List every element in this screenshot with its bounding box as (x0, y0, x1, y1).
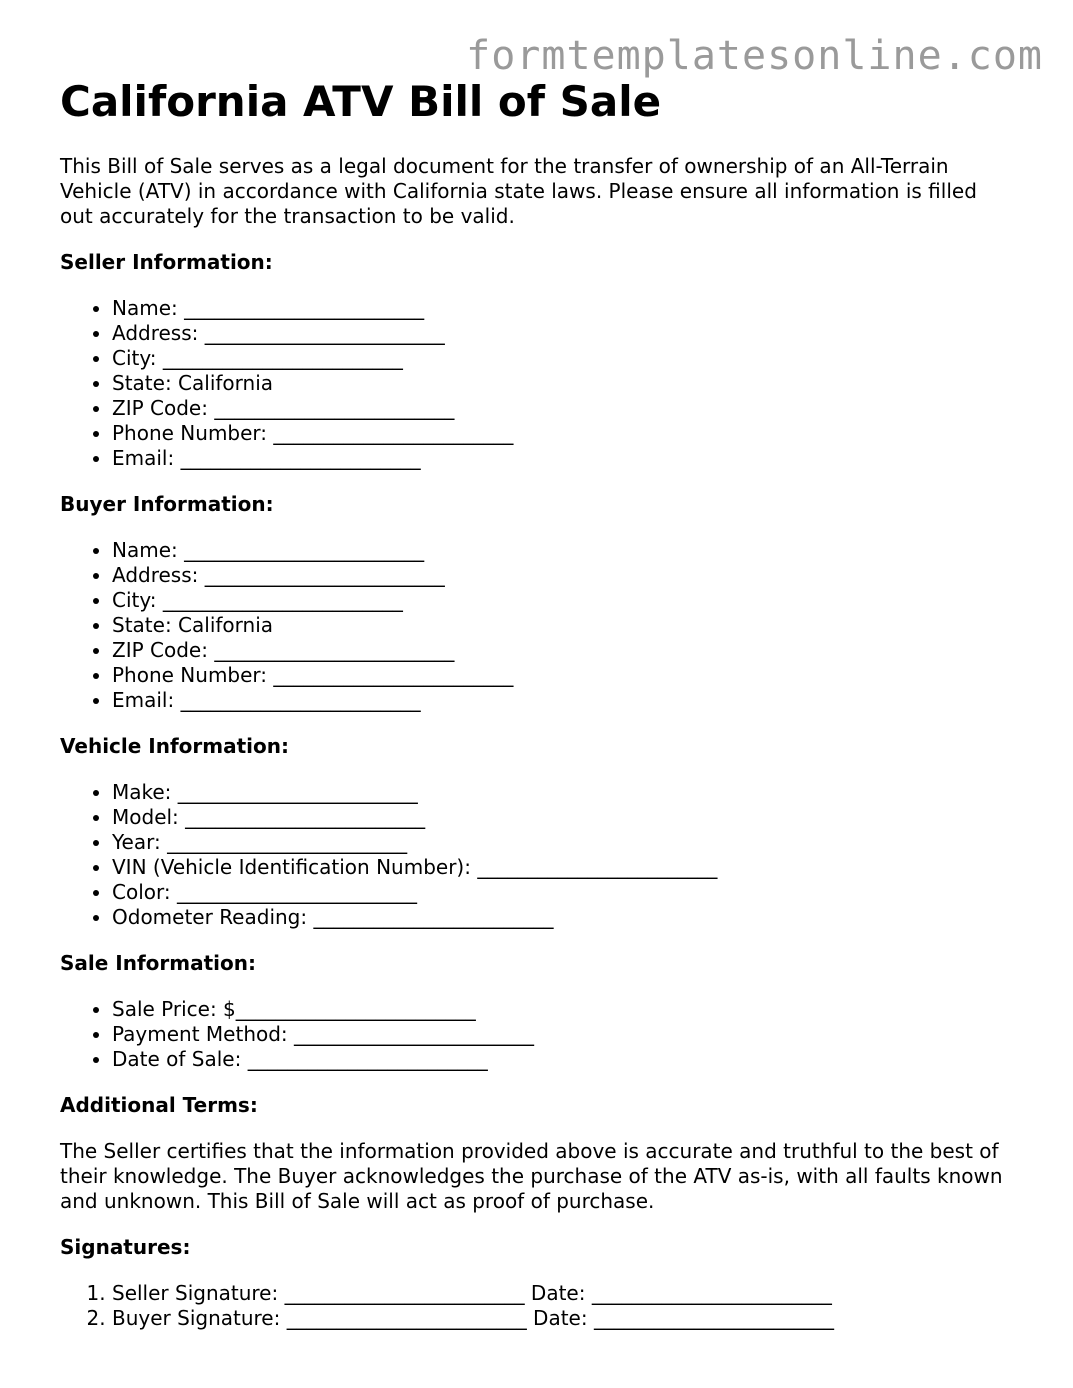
buyer-signature-line: 2. Buyer Signature: ________________________ Date: ________________________ (112, 1306, 1020, 1331)
seller-signature-line: 1. Seller Signature: ________________________ Date: ________________________ (112, 1281, 1020, 1306)
terms-heading: Additional Terms: (60, 1093, 258, 1117)
seller-heading: Seller Information: (60, 250, 273, 274)
buyer-heading: Buyer Information: (60, 492, 274, 516)
sale-list (60, 997, 1020, 1072)
sale-heading: Sale Information: (60, 951, 256, 975)
vehicle-model-field: • Model: ________________________ (112, 805, 1020, 830)
buyer-list (60, 538, 1020, 713)
seller-zip-field: • ZIP Code: ________________________ (112, 396, 1020, 421)
vehicle-heading: Vehicle Information: (60, 734, 289, 758)
signatures-list (60, 1281, 1020, 1331)
seller-state-field: • State: California (112, 371, 1020, 396)
page-title: California ATV Bill of Sale (60, 77, 662, 126)
vehicle-vin-field: • VIN (Vehicle Identification Number): ________________________ (112, 855, 1020, 880)
vehicle-list (60, 780, 1020, 930)
buyer-email-field: • Email: ________________________ (112, 688, 1020, 713)
intro-paragraph: This Bill of Sale serves as a legal document for the transfer of ownership of an All-Terrain Vehicle (ATV) in accordance with California state laws. Please ensure all information is filled out accurately for the transaction to be valid. (60, 154, 977, 228)
document-page (60, 76, 1020, 1331)
buyer-state-field: • State: California (112, 613, 1020, 638)
seller-address-field: • Address: ________________________ (112, 321, 1020, 346)
terms-paragraph: The Seller certifies that the information provided above is accurate and truthful to the best of their knowledge. The Buyer acknowledges the purchase of the ATV as-is, with all faults known and unknown. This Bill of Sale will act as proof of purchase. (60, 1139, 1003, 1213)
vehicle-year-field: • Year: ________________________ (112, 830, 1020, 855)
seller-name-field: • Name: ________________________ (112, 296, 1020, 321)
buyer-address-field: • Address: ________________________ (112, 563, 1020, 588)
vehicle-make-field: • Make: ________________________ (112, 780, 1020, 805)
signatures-heading: Signatures: (60, 1235, 191, 1259)
buyer-phone-field: • Phone Number: ________________________ (112, 663, 1020, 688)
seller-city-field: • City: ________________________ (112, 346, 1020, 371)
seller-email-field: • Email: ________________________ (112, 446, 1020, 471)
seller-phone-field: • Phone Number: ________________________ (112, 421, 1020, 446)
buyer-name-field: • Name: ________________________ (112, 538, 1020, 563)
vehicle-color-field: • Color: ________________________ (112, 880, 1020, 905)
vehicle-odometer-field: • Odometer Reading: ________________________ (112, 905, 1020, 930)
sale-date-field: • Date of Sale: ________________________ (112, 1047, 1020, 1072)
watermark: formtemplatesonline.com (466, 33, 1043, 79)
buyer-zip-field: • ZIP Code: ________________________ (112, 638, 1020, 663)
payment-method-field: • Payment Method: ________________________ (112, 1022, 1020, 1047)
buyer-city-field: • City: ________________________ (112, 588, 1020, 613)
seller-list (60, 296, 1020, 471)
sale-price-field: • Sale Price: $________________________ (112, 997, 1020, 1022)
